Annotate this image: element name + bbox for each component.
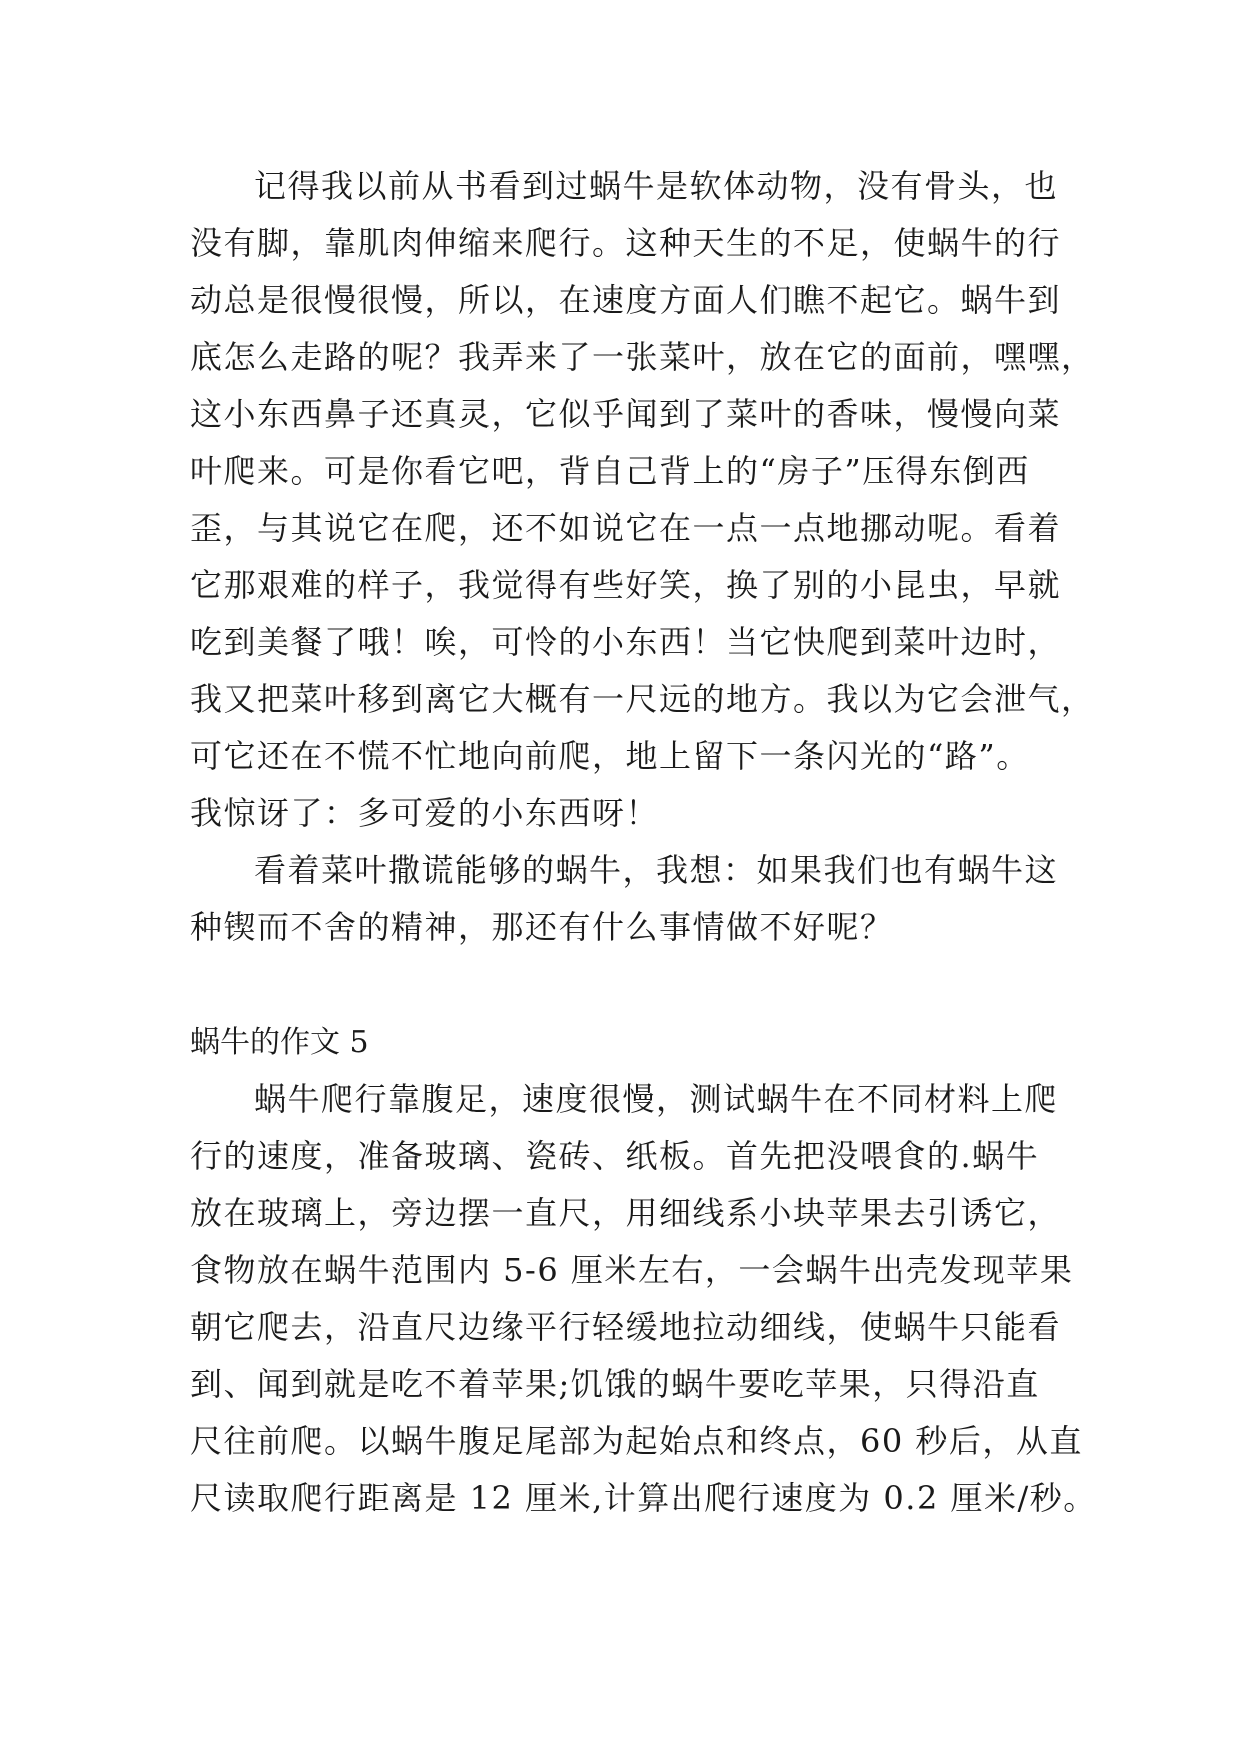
text-line: 底怎么走路的呢？我弄来了一张菜叶，放在它的面前，嘿嘿， (190, 338, 1095, 376)
text-line: 到、闻到就是吃不着苹果;饥饿的蜗牛要吃苹果，只得沿直 (190, 1365, 1040, 1403)
text-line: 尺往前爬。以蜗牛腹足尾部为起始点和终点，60 秒后，从直 (190, 1422, 1083, 1460)
text-line: 它那艰难的样子，我觉得有些好笑，换了别的小昆虫，早就 (190, 566, 1062, 604)
text-line: 朝它爬去，沿直尺边缘平行轻缓地拉动细线，使蜗牛只能看 (190, 1308, 1062, 1346)
document-page (190, 158, 1097, 1527)
text-line: 蜗牛爬行靠腹足，速度很慢，测试蜗牛在不同材料上爬 (254, 1080, 1059, 1118)
text-line: 行的速度，准备玻璃、瓷砖、纸板。首先把没喂食的.蜗牛 (190, 1137, 1040, 1175)
text-line: 放在玻璃上，旁边摆一直尺，用细线系小块苹果去引诱它， (190, 1194, 1062, 1232)
text-line: 可它还在不慌不忙地向前爬，地上留下一条闪光的“路”。 (190, 737, 1030, 775)
text-line: 尺读取爬行距离是 12 厘米,计算出爬行速度为 0.2 厘米/秒。 (190, 1479, 1097, 1517)
text-line: 食物放在蜗牛范围内 5-6 厘米左右，一会蜗牛出壳发现苹果 (190, 1251, 1074, 1289)
text-line: 叶爬来。可是你看它吧，背自己背上的“房子”压得东倒西 (190, 452, 1030, 490)
text-line: 我又把菜叶移到离它大概有一尺远的地方。我以为它会泄气， (190, 680, 1095, 718)
text-line: 我惊讶了：多可爱的小东西呀！ (190, 794, 660, 832)
text-line: 歪，与其说它在爬，还不如说它在一点一点地挪动呢。看着 (190, 509, 1062, 547)
text-line: 吃到美餐了哦！唉，可怜的小东西！当它快爬到菜叶边时， (190, 623, 1062, 661)
text-line: 动总是很慢很慢，所以，在速度方面人们瞧不起它。蜗牛到 (190, 281, 1062, 319)
text-line: 这小东西鼻子还真灵，它似乎闻到了菜叶的香味，慢慢向菜 (190, 395, 1062, 433)
paragraph (190, 158, 1095, 842)
text-line: 记得我以前从书看到过蜗牛是软体动物，没有骨头，也 (254, 167, 1059, 205)
section-title: 蜗牛的作文 5 (190, 1025, 369, 1060)
text-line: 看着菜叶撒谎能够的蜗牛，我想：如果我们也有蜗牛这 (254, 851, 1059, 889)
paragraph (190, 842, 1059, 956)
text-line: 没有脚，靠肌肉伸缩来爬行。这种天生的不足，使蜗牛的行 (190, 224, 1062, 262)
text-line: 种锲而不舍的精神，那还有什么事情做不好呢？ (190, 908, 894, 946)
paragraph (190, 1071, 1097, 1527)
